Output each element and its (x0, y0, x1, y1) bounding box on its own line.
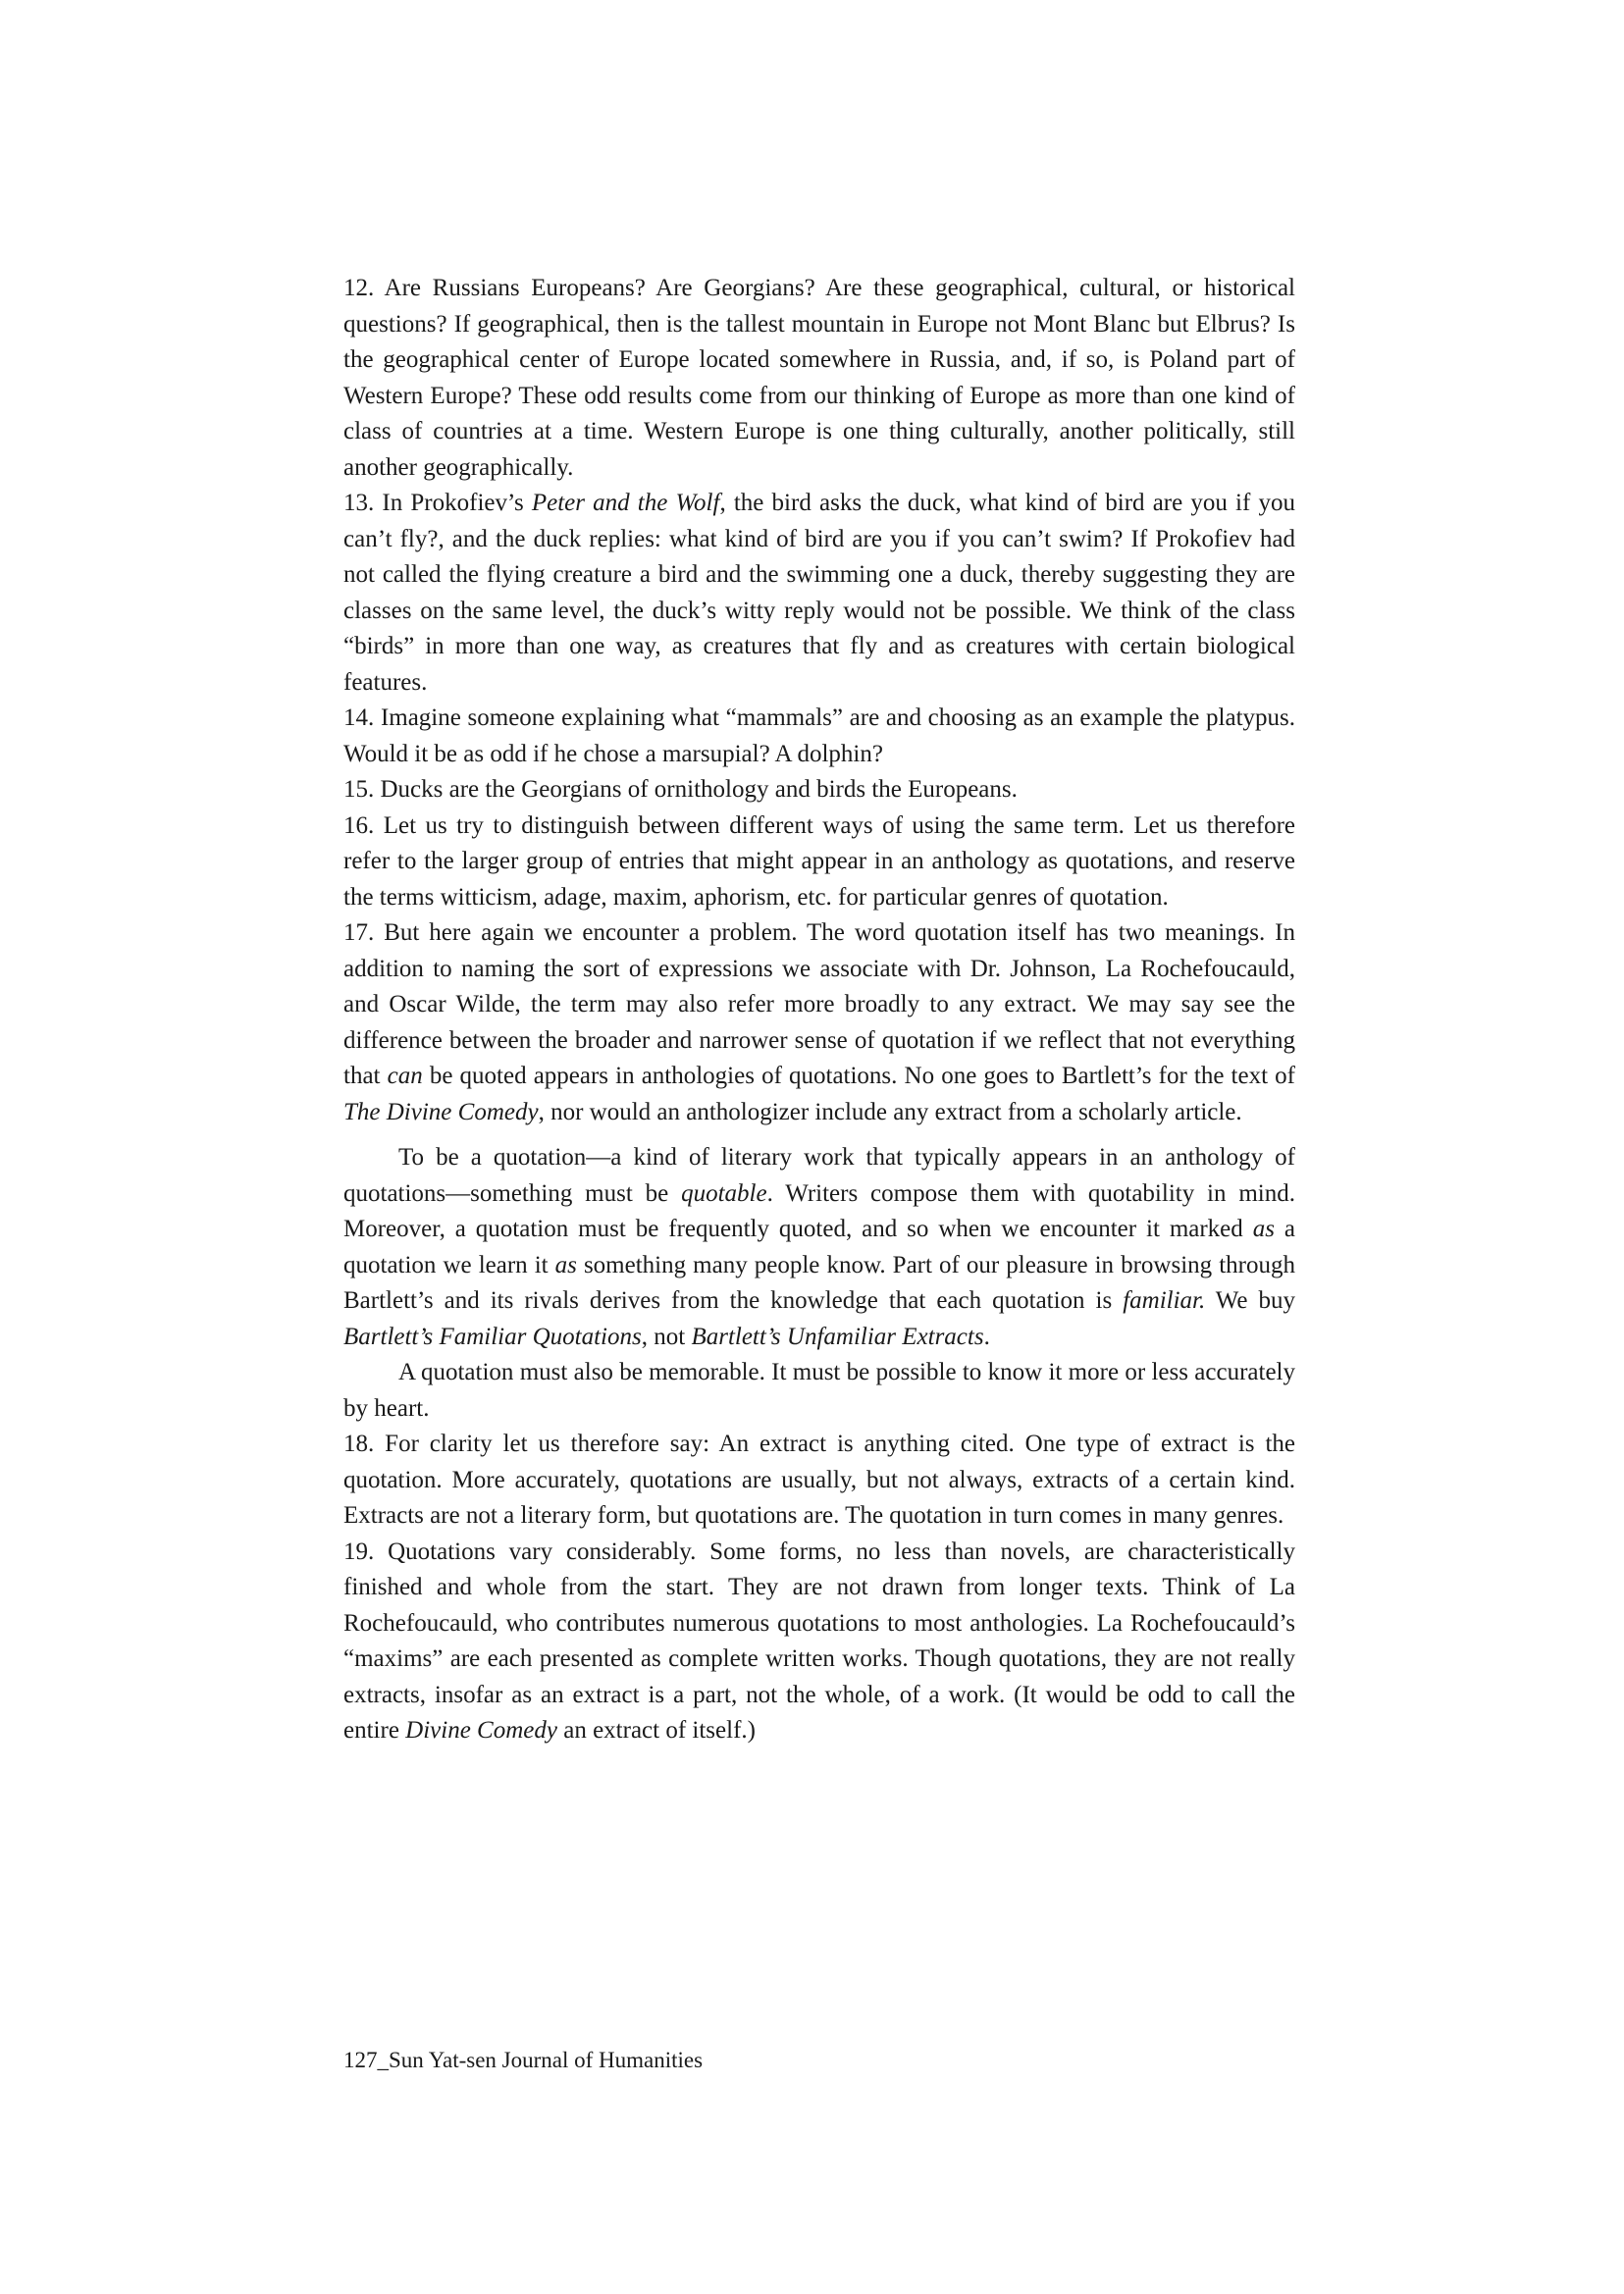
text-run: . (983, 1323, 990, 1350)
italic-run: Peter and the Wolf (531, 490, 720, 516)
italic-run: can (387, 1063, 423, 1089)
italic-run: The Divine Comedy (343, 1098, 539, 1125)
text-run: 15. Ducks are the Georgians of ornithology and birds the Europeans. (343, 776, 1018, 803)
text-run: 17. But here again we encounter a problem. The word quotation itself has two meanings. In addition to naming the sort of expressions we associate with Dr. Johnson, La Rochefoucauld, and Oscar Wilde, the term may also refer more broadly to any extract. We may say see the difference between the broader and narrower sense of quotation if we reflect that not everything that (343, 919, 1295, 1089)
text-run: an extract of itself.) (556, 1717, 756, 1744)
paragraph-18 (343, 1427, 1295, 1535)
text-run: 13. In Prokofiev’s (343, 490, 532, 516)
italic-run: Bartlett’s Familiar Quotations (343, 1323, 642, 1350)
paragraph-14 (343, 701, 1295, 772)
text-run: To be a quotation—a kind of literary work that typically appears in an anthology of quotations—something must be (343, 1144, 1295, 1207)
paragraph-19 (343, 1535, 1295, 1749)
italic-run: familiar. (1123, 1287, 1206, 1314)
italic-run: Bartlett’s Unfamiliar Extracts (691, 1323, 984, 1350)
italic-run: as (554, 1251, 577, 1278)
text-run: , the bird asks the duck, what kind of bird are you if you can’t fly?, and the duck replies: what kind of bird are you if you can’t swim? If Prokofiev had not called the flying creature a bird and the swimming one a duck, thereby suggesting they are classes on the same level, the duck’s witty reply would not be possible. We think of the class “birds” in more than one way, as creatures that fly and as creatures with certain biological features. (343, 490, 1295, 696)
text-run: be quoted appears in anthologies of quotations. No one goes to Bartlett’s for the text of (422, 1063, 1295, 1089)
text-run: 14. Imagine someone explaining what “mammals” are and choosing as an example the platypus. Would it be as odd if he chose a marsupial? A dolphin? (343, 704, 1295, 767)
text-run: , nor would an anthologizer include any extract from a scholarly article. (538, 1098, 1242, 1125)
text-run: A quotation must also be memorable. It must be possible to know it more or less accurately by heart. (343, 1359, 1295, 1422)
paragraph-12 (343, 271, 1295, 486)
paragraph-17 (343, 915, 1295, 1130)
paragraph-16 (343, 808, 1295, 916)
text-run: something many people know. Part of our pleasure in browsing through Bartlett’s and its rivals derives from the knowledge that each quotation is (343, 1251, 1295, 1314)
text-run: 12. Are Russians Europeans? Are Georgians? Are these geographical, cultural, or historical questions? If geographical, then is the tallest mountain in Europe not Mont Blanc but Elbrus? Is the geographical center of Europe located somewhere in Russia, and, if so, is Poland part of Western Europe? These odd results come from our thinking of Europe as more than one kind of class of countries at a time. Western Europe is one thing culturally, another politically, still another geographically. (343, 275, 1295, 481)
text-run: 16. Let us try to distinguish between different ways of using the same term. Let us therefore refer to the larger group of entries that might appear in an anthology as quotations, and reserve the terms witticism, adage, maxim, aphorism, etc. for particular genres of quotation. (343, 811, 1295, 911)
italic-run: quotable (681, 1179, 767, 1207)
italic-run: Divine Comedy (405, 1717, 557, 1744)
paragraph-17-continuation-quotable (343, 1140, 1295, 1355)
text-run: . Writers compose them with quotability in mind. Moreover, a quotation must be frequently quoted, and so when we encounter it marked (343, 1179, 1295, 1242)
italic-run: as (1252, 1216, 1275, 1242)
paragraph-17-continuation-memorable (343, 1355, 1295, 1427)
page-footer: 127_Sun Yat-sen Journal of Humanities (343, 2048, 704, 2072)
paragraph-13 (343, 486, 1295, 701)
text-run: 19. Quotations vary considerably. Some forms, no less than novels, are characteristically finished and whole from the start. They are not drawn from longer texts. Think of La Rochefoucauld, who contributes numerous quotations to most anthologies. La Rochefoucauld’s “maxims” are each presented as complete written works. Though quotations, they are not really extracts, insofar as an extract is a part, not the whole, of a work. (It would be odd to call the entire (343, 1538, 1295, 1744)
page-body (343, 271, 1295, 1749)
text-run: , not (641, 1323, 692, 1350)
text-run: 18. For clarity let us therefore say: An extract is anything cited. One type of extract is the quotation. More accurately, quotations are usually, but not always, extracts of a certain kind. Extracts are not a literary form, but quotations are. The quotation in turn comes in many genres. (343, 1431, 1295, 1529)
paragraph-15 (343, 772, 1295, 808)
text-run: We buy (1205, 1287, 1295, 1314)
text-run: a quotation we learn it (343, 1216, 1295, 1278)
